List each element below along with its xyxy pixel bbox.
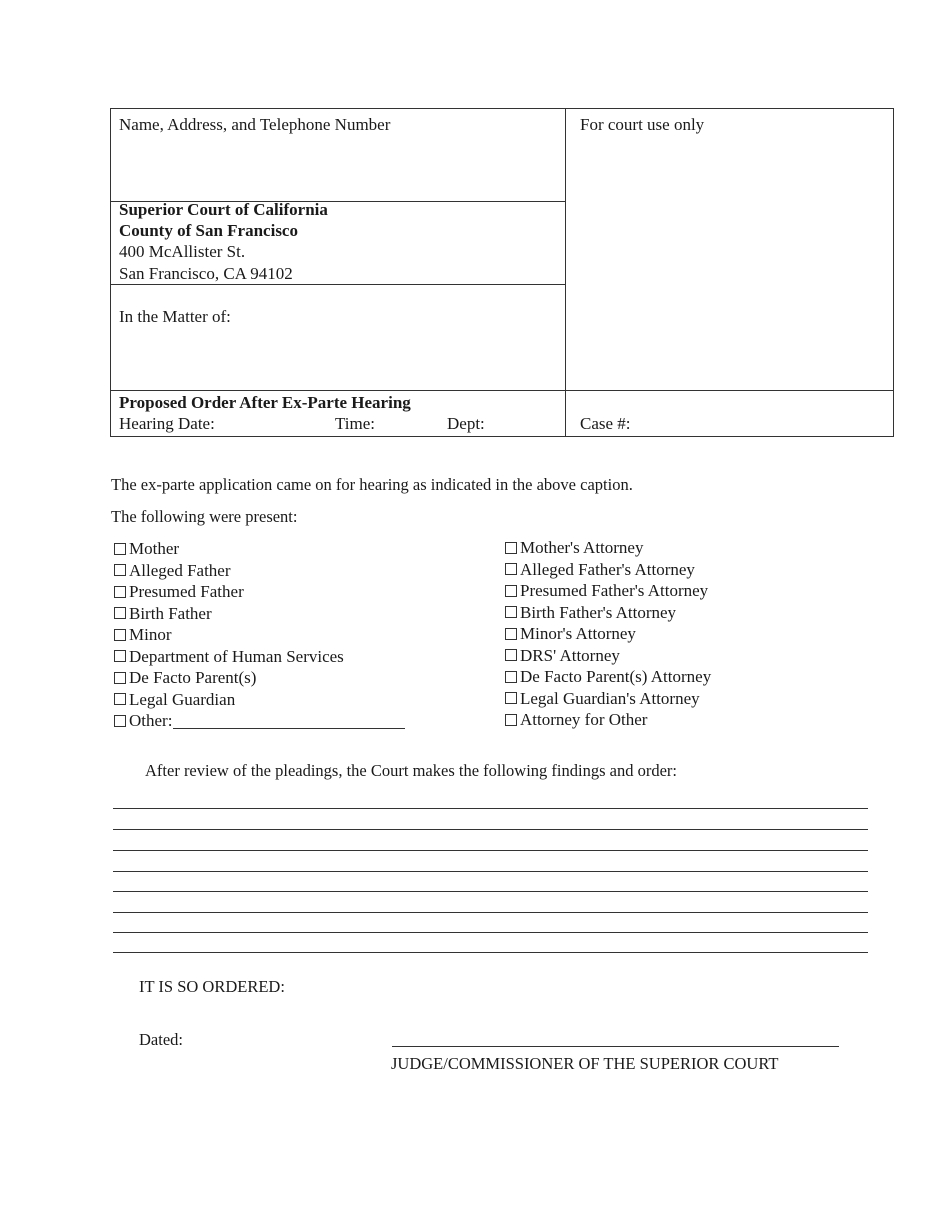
hearing-date-label: Hearing Date:	[119, 414, 215, 433]
party-label: Alleged Father	[129, 560, 231, 580]
party-option-other[interactable]	[114, 710, 405, 732]
time-label: Time:	[335, 414, 376, 433]
caption-divider-court	[110, 284, 565, 285]
party-option-alleged-fathers-attorney[interactable]	[505, 559, 711, 581]
findings-line[interactable]	[113, 871, 868, 872]
findings-line[interactable]	[113, 912, 868, 913]
party-label: Legal Guardian	[129, 689, 236, 709]
checkbox[interactable]	[114, 672, 126, 684]
findings-line[interactable]	[113, 829, 868, 830]
checkbox[interactable]	[114, 543, 126, 555]
party-label: Presumed Father	[129, 582, 244, 601]
party-option-de-facto-attorney[interactable]	[505, 666, 711, 688]
checkbox[interactable]	[505, 714, 517, 726]
party-label: Presumed Father's Attorney	[520, 581, 709, 600]
party-option-birth-father[interactable]	[114, 603, 405, 625]
findings-line[interactable]	[113, 808, 868, 809]
order-title: Proposed Order After Ex-Parte Hearing	[119, 393, 411, 412]
party-label: Attorney for Other	[520, 710, 648, 729]
party-option-drs-attorney[interactable]	[505, 645, 711, 667]
so-ordered-text: IT IS SO ORDERED:	[139, 977, 285, 996]
checkbox[interactable]	[505, 628, 517, 640]
party-label: Birth Father	[129, 603, 212, 623]
present-text: The following were present:	[111, 507, 298, 526]
party-label: Department of Human Services	[129, 646, 344, 666]
intro-text: The ex-parte application came on for hearing as indicated in the above caption.	[111, 475, 633, 494]
checkbox[interactable]	[505, 692, 517, 704]
party-option-mother[interactable]	[114, 538, 405, 560]
other-fill-line[interactable]	[173, 712, 405, 729]
left-party-list	[114, 538, 405, 732]
court-address-line1: 400 McAllister St.	[119, 242, 246, 261]
party-option-alleged-father[interactable]	[114, 560, 405, 582]
checkbox[interactable]	[114, 650, 126, 662]
findings-line[interactable]	[113, 891, 868, 892]
checkbox[interactable]	[114, 607, 126, 619]
findings-line[interactable]	[113, 952, 868, 953]
party-label: De Facto Parent(s) Attorney	[520, 667, 712, 686]
party-option-birth-fathers-attorney[interactable]	[505, 602, 711, 624]
checkbox[interactable]	[505, 649, 517, 661]
party-option-minor[interactable]	[114, 624, 405, 646]
case-number-label: Case #:	[580, 414, 631, 433]
party-label: Minor	[129, 625, 172, 644]
party-option-attorney-for-other[interactable]	[505, 709, 711, 731]
party-option-dhs[interactable]	[114, 646, 405, 668]
dept-label: Dept:	[447, 414, 485, 433]
party-option-presumed-father[interactable]	[114, 581, 405, 603]
court-use-label: For court use only	[580, 115, 705, 134]
findings-line[interactable]	[113, 932, 868, 933]
checkbox[interactable]	[505, 563, 517, 575]
checkbox[interactable]	[505, 606, 517, 618]
party-label: Mother	[129, 539, 180, 558]
party-label: Birth Father's Attorney	[520, 602, 677, 622]
party-label: De Facto Parent(s)	[129, 668, 257, 687]
signature-line[interactable]	[392, 1046, 839, 1047]
party-option-minors-attorney[interactable]	[505, 623, 711, 645]
checkbox[interactable]	[114, 629, 126, 641]
party-label: Minor's Attorney	[520, 624, 636, 643]
checkbox[interactable]	[114, 564, 126, 576]
right-party-list	[505, 537, 711, 731]
name-address-label: Name, Address, and Telephone Number	[119, 115, 391, 134]
party-label: Legal Guardian's Attorney	[520, 688, 700, 708]
party-label: Mother's Attorney	[520, 538, 644, 557]
checkbox[interactable]	[505, 671, 517, 683]
court-name-line1: Superior Court of California	[119, 200, 328, 219]
party-option-presumed-fathers-attorney[interactable]	[505, 580, 711, 602]
party-option-de-facto-parent[interactable]	[114, 667, 405, 689]
court-address-line2: San Francisco, CA 94102	[119, 264, 293, 283]
party-label: DRS' Attorney	[520, 645, 620, 665]
party-option-mothers-attorney[interactable]	[505, 537, 711, 559]
party-label: Other:	[129, 711, 173, 730]
signature-label: JUDGE/COMMISSIONER OF THE SUPERIOR COURT	[391, 1054, 779, 1073]
checkbox[interactable]	[114, 693, 126, 705]
findings-line[interactable]	[113, 850, 868, 851]
checkbox[interactable]	[505, 542, 517, 554]
court-name-line2: County of San Francisco	[119, 221, 298, 240]
dated-label: Dated:	[139, 1030, 183, 1049]
caption-vertical-divider	[565, 108, 566, 437]
checkbox[interactable]	[114, 586, 126, 598]
party-option-legal-guardians-attorney[interactable]	[505, 688, 711, 710]
findings-text: After review of the pleadings, the Court makes the following findings and order:	[145, 761, 677, 780]
matter-label: In the Matter of:	[119, 307, 231, 326]
checkbox[interactable]	[114, 715, 126, 727]
caption-divider-matter	[110, 390, 894, 391]
party-option-legal-guardian[interactable]	[114, 689, 405, 711]
checkbox[interactable]	[505, 585, 517, 597]
party-label: Alleged Father's Attorney	[520, 559, 695, 579]
